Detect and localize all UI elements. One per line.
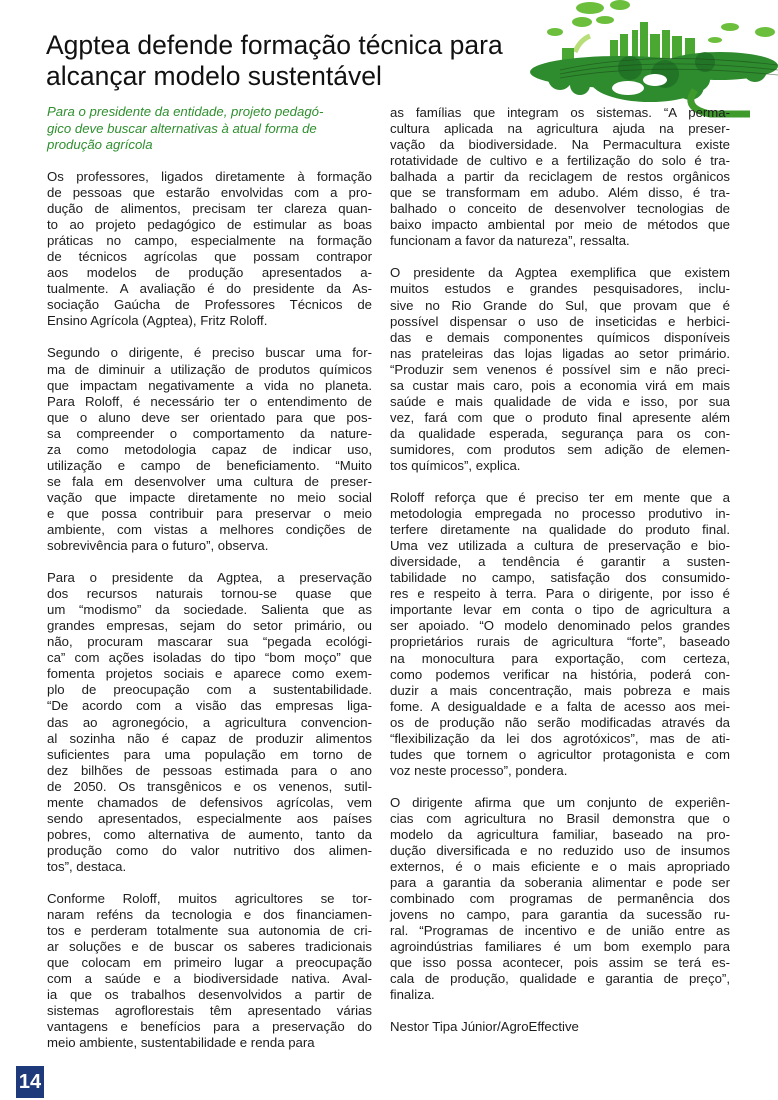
text-line: suficientes para uma população em torno de [47, 746, 372, 762]
text-line: vez, fará com que o produto final apresente além [390, 409, 730, 425]
author-credit: Nestor Tipa Júnior/AgroEffective [390, 1019, 579, 1035]
article-paragraph [390, 795, 730, 1004]
text-line: saúde e mais qualidade de vida e isso, por sua [390, 393, 730, 409]
text-line: que isso possa acontecer, pois assim se terá es- [390, 955, 730, 971]
text-line: sumidores, com produtos sem adição de elemen- [390, 441, 730, 457]
text-line: sistemas agroflorestais têm apresentado várias [47, 1003, 372, 1019]
text-line: sa compreender o comportamento da nature- [47, 425, 372, 441]
text-line: tos”, destaca. [47, 858, 127, 874]
text-line: vação que impacte diretamente no meio social [47, 489, 372, 505]
text-line: tabilidade no campo, satisfação dos consumido- [390, 570, 730, 586]
text-line: de técnicos agrícolas que possam contrapor [47, 249, 372, 265]
text-line: os de produção não serão modificadas através da [390, 714, 730, 730]
text-line: na monocultura para exportação, com certeza, [390, 650, 730, 666]
text-line: cala de produção, qualidade e garantia de preço”, [390, 971, 730, 987]
text-line: combinado com programas de permanência dos [390, 891, 730, 907]
text-line: ambiente, com vistas a melhores condições de [47, 521, 372, 537]
text-line: um “modismo” da sociedade. Salienta que as [47, 602, 372, 618]
right-column [390, 105, 730, 1052]
text-line: Ensino Agrícola (Agptea), Fritz Roloff. [47, 313, 268, 329]
text-line: Conforme Roloff, muitos agricultores se tor- [47, 890, 372, 906]
text-line: O presidente da Agptea exemplifica que existem [390, 265, 730, 281]
article-paragraph [47, 570, 372, 875]
article-paragraph [47, 345, 372, 554]
text-line: sive no Rio Grande do Sul, que provam que é [390, 297, 730, 313]
text-line: res e respeito à terra. Para o dirigente, por isso é [390, 586, 730, 602]
text-line: tudes que tornem o agricultor protagonista e com [390, 746, 730, 762]
article-paragraph [390, 265, 730, 474]
text-line: de pessoas que estarão envolvidas com a pro- [47, 185, 372, 201]
text-line: Roloff reforça que é preciso ter em mente que a [390, 490, 730, 506]
text-line: que colocam em primeiro lugar a preocupação [47, 955, 372, 971]
text-line: utilização e campo de beneficiamento. “Muito [47, 457, 372, 473]
text-line: externos, é o mais eficiente e o mais apropriado [390, 859, 730, 875]
text-line: agroindústrias familiares é um bom exemplo para [390, 939, 730, 955]
text-line: da qualidade esperada, segurança para os con- [390, 425, 730, 441]
text-line: grandes empresas, sejam do setor primário, ou [47, 618, 372, 634]
text-line: com a saúde e a biodiversidade nativa. Aval- [47, 971, 372, 987]
text-line: duzir a mais concentração, mais pobreza e mais [390, 682, 730, 698]
subtitle-line: Para o presidente da entidade, projeto pedagó- [47, 104, 324, 119]
article-paragraph [47, 169, 372, 329]
article-subtitle [47, 104, 347, 154]
text-line: dução diversificada e no reduzido uso de insumos [390, 843, 730, 859]
text-line: voz neste processo”, pondera. [390, 762, 568, 778]
text-line: sobrevivência para o futuro”, observa. [47, 538, 269, 554]
text-line: al sozinha não é capaz de produzir alimentos [47, 730, 372, 746]
text-line: ca” com ações isoladas do tipo “bom moço” que [47, 650, 372, 666]
text-line: que o aluno deve ser orientado para que pos- [47, 409, 372, 425]
text-line: dução de alimentos, precisam ter clareza quan- [47, 201, 372, 217]
text-line: Uma vez utilizada a cultura de preservação e bio- [390, 538, 730, 554]
text-line: diversidade, a tendência é garantir a susten- [390, 554, 730, 570]
text-line: baixo impacto ambiental por meio de métodos que [390, 217, 730, 233]
text-line: práticas no campo, especialmente na formação [47, 233, 372, 249]
text-line: das e demais componentes químicos disponíveis [390, 329, 730, 345]
text-line: se fala em desenvolver uma cultura de preser- [47, 473, 372, 489]
text-line: balhado o conceito de desenvolver tecnologias de [390, 201, 730, 217]
text-line: de 2050. Os transgênicos e os venenos, sutil- [47, 778, 372, 794]
text-line: “flexibilização da lei dos agrotóxicos”, mas de ati- [390, 730, 730, 746]
text-line: como podemos verificar na história, poderá con- [390, 666, 730, 682]
text-line: “De acordo com a visão das empresas liga- [47, 698, 372, 714]
text-line: que se transformam em adubo. Além disso, é tra- [390, 185, 730, 201]
text-line: rotatividade de cultivo e a fertilização do solo é tra- [390, 153, 730, 169]
text-line: tos químicos”, explica. [390, 457, 521, 473]
article-paragraph [390, 490, 730, 779]
text-line: metodologia empregada no processo produtivo in- [390, 506, 730, 522]
text-line: sociação Gaúcha de Professores Técnicos de [47, 297, 372, 313]
text-line: que impactam negativamente a vida no planeta. [47, 377, 372, 393]
text-line: to ao projeto pedagógico de estimular as boas [47, 217, 372, 233]
text-line: cultura aplicada na agricultura ajuda na preser- [390, 121, 730, 137]
article-paragraph [47, 891, 372, 1051]
text-line: meio ambiente, sustentabilidade e renda para [47, 1035, 315, 1051]
text-line: e que possa contribuir para preservar o meio [47, 505, 372, 521]
text-line: vantagens e benefícios para a preservação do [47, 1019, 372, 1035]
text-line: dez bilhões de pessoas estimada para o ano [47, 762, 372, 778]
text-line: mente chamados de defensivos agrícolas, vem [47, 794, 372, 810]
text-line: funcionam a favor da natureza”, ressalta. [390, 233, 630, 249]
text-line: possível dispensar o uso de inseticidas e herbici- [390, 313, 730, 329]
text-line: as famílias que integram os sistemas. “A perma- [390, 105, 730, 120]
text-line: nas prateleiras das lojas ligadas ao setor primário. [390, 345, 730, 361]
green-city-illustration-icon [520, 0, 778, 118]
text-line: sa custar mais caro, pois a economia virá em mais [390, 377, 730, 393]
text-line: Para o presidente da Agptea, a preservação [47, 570, 372, 586]
text-line: dos recursos naturais tornou-se quase que [47, 586, 372, 602]
text-line: cias com agricultura no Brasil demonstra que o [390, 810, 730, 826]
left-column [47, 169, 372, 1067]
title-line: alcançar modelo sustentável [46, 61, 382, 91]
text-line: não, procuram mascarar sua “pegada ecológi- [47, 634, 372, 650]
text-line: tualmente. A avaliação é do presidente da As- [47, 281, 372, 297]
text-line: muitos estudos e grandes pesquisadores, inclu- [390, 281, 730, 297]
title-line: Agptea defende formação técnica para [46, 30, 503, 60]
text-line: Os professores, ligados diretamente à formação [47, 169, 372, 184]
text-line: modelo da agricultura familiar, baseado na pro- [390, 826, 730, 842]
text-line: ma de diminuir a utilização de produtos químicos [47, 361, 372, 377]
text-line: jovens no campo, para garantia da sucessão ru- [390, 907, 730, 923]
text-line: produção como do valor nutritivo dos alimen- [47, 842, 372, 858]
page-number-badge: 14 [16, 1066, 44, 1098]
text-line: ral. “Programas de incentivo e de união entre as [390, 923, 730, 939]
text-line: za como metodologia capaz de indicar uso, [47, 441, 372, 457]
text-line: ia que os trabalhos desenvolvidos a partir de [47, 987, 372, 1003]
subtitle-line: gico deve buscar alternativas à atual forma de [47, 120, 317, 136]
text-line: tos e perderam totalmente sua autonomia de cri- [47, 923, 372, 939]
text-line: “Produzir sem venenos é possível sim e não preci- [390, 361, 730, 377]
text-line: finaliza. [390, 987, 435, 1003]
text-line: aos modelos de produção apresentados a- [47, 265, 372, 281]
text-line: ar soluções e de buscar os saberes tradicionais [47, 939, 372, 955]
subtitle-line: produção agrícola [47, 137, 153, 152]
text-line: Segundo o dirigente, é preciso buscar uma for- [47, 345, 372, 361]
text-line: fome. A desigualdade e a falta de acesso aos mei- [390, 698, 730, 714]
text-line: ser apoiado. “O modelo denominado pelos grandes [390, 618, 730, 634]
text-line: balhada a partir da reciclagem de restos orgânicos [390, 169, 730, 185]
text-line: das ao agronegócio, a agricultura convencion- [47, 714, 372, 730]
text-line: fomenta projetos sociais e aparece como exem- [47, 666, 372, 682]
text-line: vação da biodiversidade. Na Permacultura existe [390, 137, 730, 153]
text-line: plo de preocupação com a sustentabilidade. [47, 682, 372, 698]
text-line: para a garantia da soberania alimentar e pode ser [390, 875, 730, 891]
text-line: terfere diretamente na qualidade do produto final. [390, 522, 730, 538]
text-line: naram reféns da tecnologia e dos financiamen- [47, 907, 372, 923]
text-line: O dirigente afirma que um conjunto de experiên- [390, 794, 730, 810]
article-paragraph [390, 105, 730, 249]
text-line: Para Roloff, é necessário ter o entendimento de [47, 393, 372, 409]
text-line: pobres, como alternativa de aumento, tanto da [47, 826, 372, 842]
text-line: importante levar em conta o tipo de agricultura a [390, 602, 730, 618]
text-line: proprietários rurais de agricultura “forte”, baseado [390, 634, 730, 650]
article-title [46, 30, 546, 92]
text-line: sendo apresentados, especialmente aos países [47, 810, 372, 826]
